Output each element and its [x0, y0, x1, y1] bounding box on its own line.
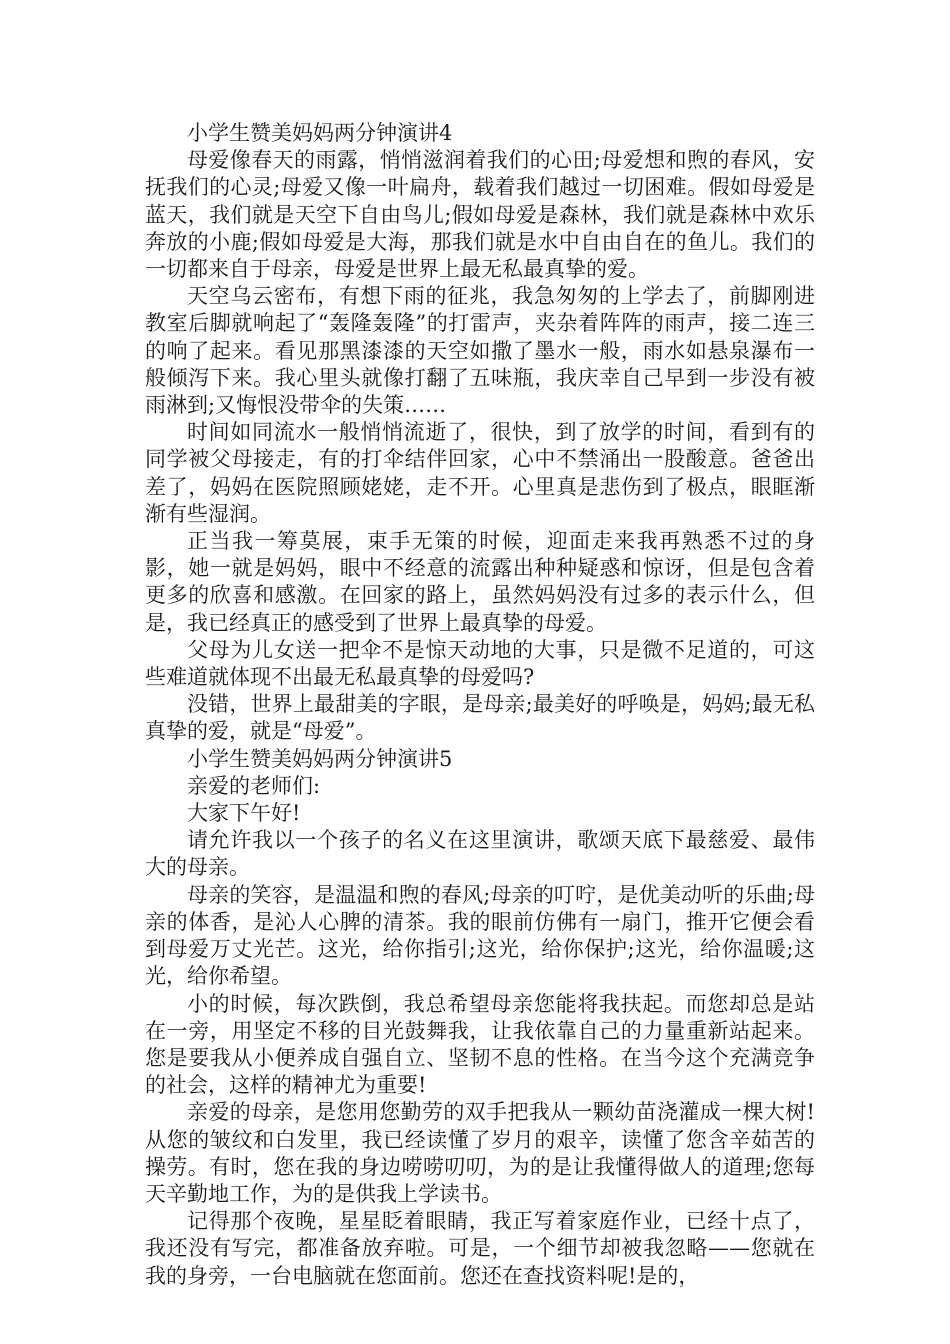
paragraph: 亲爱的母亲，是您用您勤劳的双手把我从一颗幼苗浇灌成一棵大树!从您的皱纹和白发里，我已经读懂了岁月的艰辛，读懂了您含辛茹苦的操劳。有时，您在我的身边唠唠叨叨，为的是让我懂得做人的道理;您每天辛勤地工作，为的是供我上学读书。	[145, 1100, 815, 1206]
paragraph: 正当我一筹莫展，束手无策的时候，迎面走来我再熟悉不过的身影，她一就是妈妈，眼中不经意的流露出种种疑惑和惊讶，但是包含着更多的欣喜和感激。在回家的路上，虽然妈妈没有过多的表示什么，但是，我已经真正的感受到了世界上最真挚的母爱。	[145, 529, 815, 635]
paragraph: 天空乌云密布，有想下雨的征兆，我急匆匆的上学去了，前脚刚进教室后脚就响起了“轰隆轰隆”的打雷声，夹杂着阵阵的雨声，接二连三的响了起来。看见那黑漆漆的天空如撒了墨水一般，雨水如悬泉瀑布一般倾泻下来。我心里头就像打翻了五味瓶，我庆幸自己早到一步没有被雨淋到;又悔恨没带伞的失策……	[145, 284, 815, 418]
paragraph: 父母为儿女送一把伞不是惊天动地的大事，只是微不足道的，可这些难道就体现不出最无私最真挚的母爱吗?	[145, 637, 815, 690]
paragraph: 时间如同流水一般悄悄流逝了，很快，到了放学的时间，看到有的同学被父母接走，有的打伞结伴回家，心中不禁涌出一股酸意。爸爸出差了，妈妈在医院照顾姥姥，走不开。心里真是悲伤到了极点，眼眶渐渐有些湿润。	[145, 420, 815, 526]
paragraph: 小的时候，每次跌倒，我总希望母亲您能将我扶起。而您却总是站在一旁，用坚定不移的目光鼓舞我，让我依靠自己的力量重新站起来。您是要我从小便养成自强自立、坚韧不息的性格。在当今这个充满竞争的社会，这样的精神尤为重要!	[145, 991, 815, 1098]
paragraph: 请允许我以一个孩子的名义在这里演讲，歌颂天底下最慈爱、最伟大的母亲。	[145, 828, 815, 880]
speech-title-4: 小学生赞美妈妈两分钟演讲4	[187, 121, 453, 145]
salutation: 亲爱的老师们:	[187, 773, 321, 798]
paragraph: 母爱像春天的雨露，悄悄滋润着我们的心田;母爱想和煦的春风，安抚我们的心灵;母爱又像一叶扁舟，载着我们越过一切困难。假如母爱是蓝天，我们就是天空下自由鸟儿;假如母爱是森林，我们就是森林中欢乐奔放的小鹿;假如母爱是大海，那我们就是水中自由自在的鱼儿。我们的一切都来自于母亲，母爱是世界上最无私最真挚的爱。	[145, 148, 815, 282]
greeting: 大家下午好!	[187, 801, 301, 826]
speech-title-5: 小学生赞美妈妈两分钟演讲5	[187, 746, 453, 771]
document-body	[145, 120, 815, 1290]
paragraph: 没错，世界上最甜美的字眼，是母亲;最美好的呼唤是，妈妈;最无私真挚的爱，就是“母爱”。	[145, 692, 815, 744]
paragraph: 记得那个夜晚，星星眨着眼睛，我正写着家庭作业，已经十点了，我还没有写完，都准备放弃啦。可是，一个细节却被我忽略——您就在我的身旁，一台电脑就在您面前。您还在查找资料呢!是的，	[145, 1209, 815, 1288]
paragraph: 母亲的笑容，是温温和煦的春风;母亲的叮咛，是优美动听的乐曲;母亲的体香，是沁人心脾的清茶。我的眼前仿佛有一扇门，推开它便会看到母爱万丈光芒。这光，给你指引;这光，给你保护;这光，给你温暖;这光，给你希望。	[145, 882, 815, 989]
